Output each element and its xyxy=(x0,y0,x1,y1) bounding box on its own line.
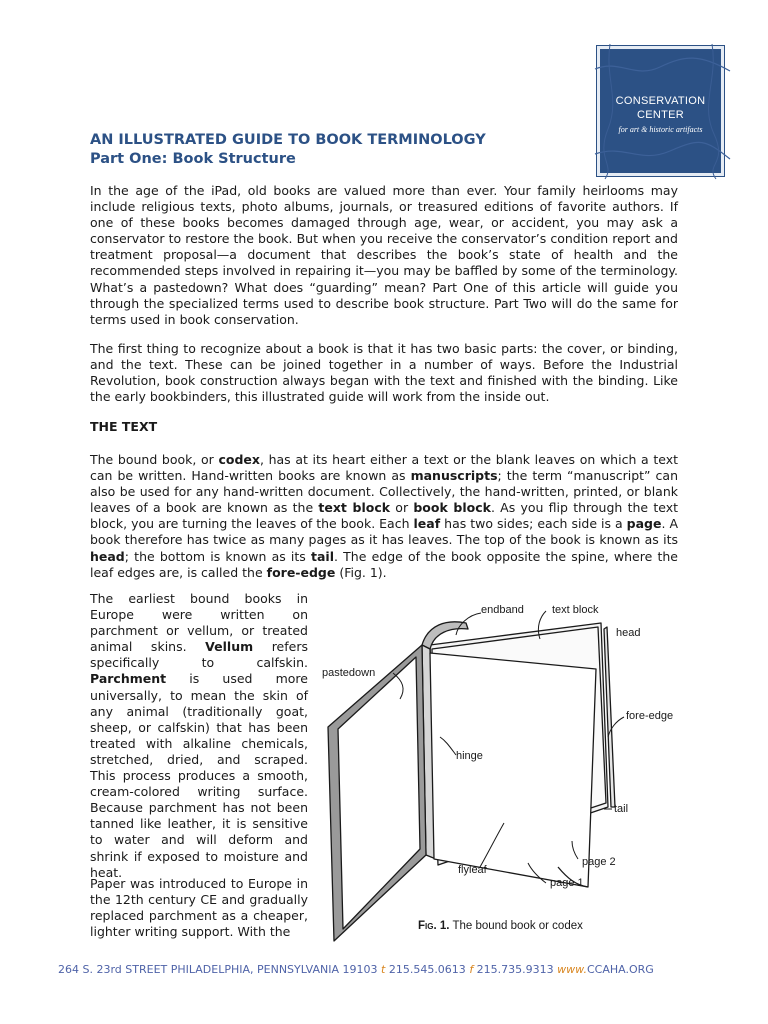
document-subtitle: Part One: Book Structure xyxy=(90,151,296,167)
document-title: AN ILLUSTRATED GUIDE TO BOOK TERMINOLOGY xyxy=(90,132,486,148)
label-text-block: text block xyxy=(552,604,599,616)
footer-t-label: t xyxy=(381,963,386,976)
term-vellum: Vellum xyxy=(205,639,254,655)
figure-caption-text: The bound book or codex xyxy=(449,920,583,932)
figure-caption-label: Fig. 1. xyxy=(418,920,450,932)
label-endband: endband xyxy=(481,604,524,616)
logo-tagline: for art & historic artifacts xyxy=(618,125,703,134)
label-head: head xyxy=(616,627,641,639)
label-page-2: page 2 xyxy=(582,856,616,868)
footer-site: CCAHA.ORG xyxy=(586,963,654,976)
section-heading-the-text: THE TEXT xyxy=(90,419,158,434)
term-text-block: text block xyxy=(318,500,391,516)
term-codex: codex xyxy=(218,452,260,467)
conservation-center-logo xyxy=(597,46,724,176)
label-tail: tail xyxy=(614,803,629,815)
paper-paragraph: Paper was introduced to Europe in the 12th century CE and gradually replaced parchment as a cheaper, lighter writing support. With the xyxy=(90,876,308,940)
footer-www: www. xyxy=(557,963,587,976)
parchment-paragraph: The earliest bound books in Europe were written on parchment or vellum, or treated animal skins. Vellum refers specifically to calfskin. Parchment is used more universally, to mean the skin of any animal (traditionally goat, sheep, or calfskin) that has been treated with alkaline chemicals, stretched, dried, and scraped. This process produces a smooth, cream-colored writing surface. Because parchment has not been tanned like leather, it is sensitive to water and will deform and shrink if exposed to moisture and heat. xyxy=(90,591,308,880)
term-book-block: book block xyxy=(413,500,491,516)
label-hinge: hinge xyxy=(456,750,483,762)
term-parchment: Parchment xyxy=(90,671,167,687)
label-page-1: page 1 xyxy=(550,877,584,889)
label-flyleaf: flyleaf xyxy=(458,864,487,876)
term-page: page xyxy=(626,516,662,532)
logo-text-line1: CONSERVATION xyxy=(615,95,706,107)
label-fore-edge: fore-edge xyxy=(626,710,674,722)
term-fore-edge: fore-edge xyxy=(266,564,336,580)
footer-phone: 215.545.0613 xyxy=(385,963,470,976)
logo-text-line2: CENTER xyxy=(636,109,685,121)
term-head: head xyxy=(90,548,125,564)
footer-contact xyxy=(58,963,718,976)
footer-address: 264 S. 23rd STREET PHILADELPHIA, PENNSYLVANIA 19103 xyxy=(58,963,381,976)
term-leaf: leaf xyxy=(413,516,441,532)
codex-paragraph: The bound book, or codex, has at its heart either a text or the blank leaves on which a text can be written. Hand-written books are known as manuscripts; the term “manuscript” can also be used for any hand-written document. Collectively, the hand-written, printed, or blank leaves of a book are known as the text block or book block. As you flip through the text block, you are turning the leaves of the book. Each leaf has two sides; each side is a page. A book therefore has twice as many pages as it has leaves. The top of the book is known as its head; the bottom is known as its tail. The edge of the book opposite the spine, where the leaf edges are, is called the fore-edge (Fig. 1). xyxy=(90,452,679,580)
label-pastedown: pastedown xyxy=(322,667,376,679)
intro-paragraph: In the age of the iPad, old books are valued more than ever. Your family heirlooms may include religious texts, photo albums, journals, or treasured editions of favorite authors. If one of these books becomes damaged through age, wear, or accident, you may ask a conservator to restore the book. But when you receive the conservator’s condition report and treatment proposal—a document that describes the book’s state of health and the recommended steps involved in repairing it—you may be baffled by some of the terminology. What’s a pastedown? What does “guarding” mean? Part One of this article will guide you through the specialized terms used to describe book structure. Part Two will do the same for terms used in book conservation. xyxy=(90,183,678,327)
figure-bound-book-illustration xyxy=(318,597,674,942)
term-tail: tail xyxy=(311,548,334,564)
pastedown-area xyxy=(338,657,420,929)
flyleaf-page xyxy=(430,653,596,887)
figure-caption xyxy=(418,920,583,932)
footer-fax: 215.735.9313 xyxy=(473,963,558,976)
basic-parts-paragraph: The first thing to recognize about a book is that it has two basic parts: the cover, or binding, and the text. These can be joined together in a number of ways. Before the Industrial Revolution, book construction always began with the text and finished with the binding. Like the early bookbinders, this illustrated guide will work from the inside out. xyxy=(90,341,678,405)
footer-f-label: f xyxy=(469,963,474,976)
term-manuscripts: manuscripts xyxy=(410,468,498,484)
